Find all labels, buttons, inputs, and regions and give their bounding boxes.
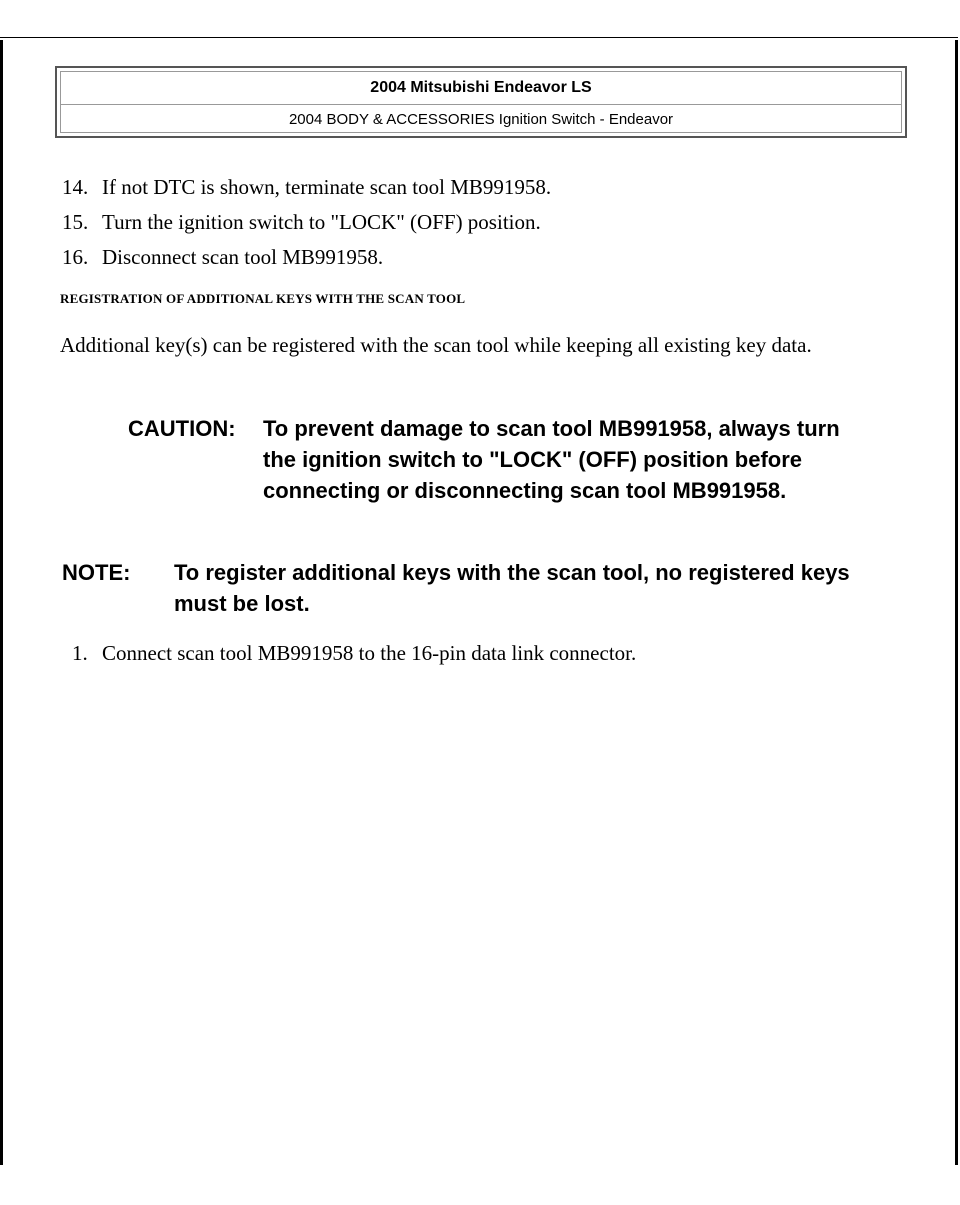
step-item: [72, 637, 636, 669]
caution-notice: [128, 413, 863, 506]
caution-label: CAUTION:: [128, 416, 236, 441]
step-number: 16.: [62, 245, 89, 269]
page-frame-top: [0, 37, 958, 38]
note-text: To register additional keys with the scan tool, no registered keys must be lost.: [174, 560, 850, 616]
caution-text: To prevent damage to scan tool MB991958, always turn the ignition switch to "LOCK" (OFF) position before connecting or disconnecting scan tool MB991958.: [263, 416, 840, 503]
step-number: 14.: [62, 175, 89, 199]
document-header: [55, 66, 907, 138]
note-label: NOTE:: [62, 560, 131, 585]
header-title: 2004 Mitsubishi Endeavor LS: [61, 72, 901, 105]
step-number: 15.: [62, 210, 89, 234]
step-text: Connect scan tool MB991958 to the 16-pin data link connector.: [102, 641, 637, 665]
note-notice: [62, 557, 904, 619]
procedure-steps: [62, 170, 551, 275]
step-item: [62, 170, 551, 205]
step-text: Disconnect scan tool MB991958.: [102, 245, 384, 269]
step-item: [62, 240, 551, 275]
page-frame-left: [0, 40, 3, 1165]
step-text: Turn the ignition switch to "LOCK" (OFF) position.: [102, 210, 541, 234]
step-text: If not DTC is shown, terminate scan tool MB991958.: [102, 175, 552, 199]
document-header-inner: [60, 71, 902, 133]
header-subtitle: 2004 BODY & ACCESSORIES Ignition Switch - Endeavor: [288, 111, 674, 128]
step-number: 1.: [72, 641, 88, 665]
step-item: [62, 205, 551, 240]
intro-paragraph: Additional key(s) can be registered with the scan tool while keeping all existing key data.: [60, 333, 812, 357]
page-frame-right: [955, 40, 958, 1165]
section-heading: REGISTRATION OF ADDITIONAL KEYS WITH THE SCAN TOOL: [60, 291, 466, 306]
